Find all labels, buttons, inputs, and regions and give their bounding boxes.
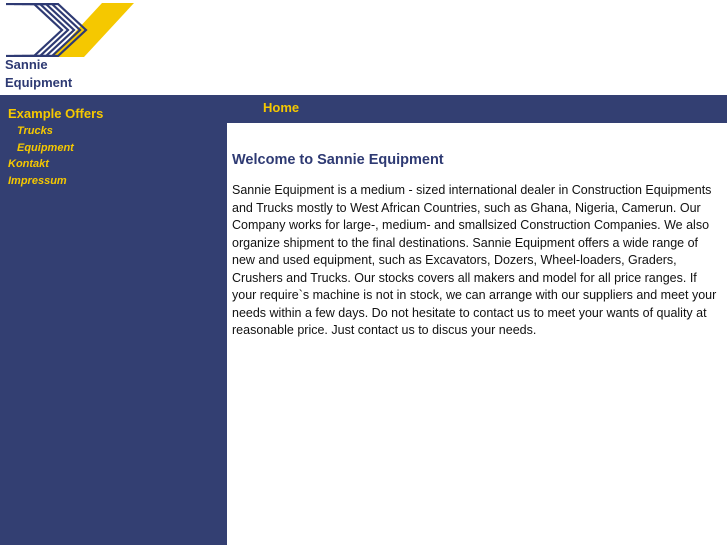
- brand-line-2: Equipment: [5, 75, 73, 90]
- page-header: [0, 0, 727, 95]
- sidebar-group-example-offers[interactable]: Example Offers: [8, 106, 104, 121]
- chevron-stripes-logo-icon: [4, 3, 134, 57]
- page-title: Welcome to Sannie Equipment: [232, 152, 444, 168]
- sidebar: [0, 95, 227, 545]
- brand-line-1: Sannie: [5, 57, 48, 72]
- sidebar-item-trucks[interactable]: Trucks: [17, 125, 53, 137]
- top-navigation-bar: [227, 95, 727, 123]
- sidebar-item-kontakt[interactable]: Kontakt: [8, 158, 49, 170]
- main-content: [232, 150, 717, 340]
- brand-name: [5, 56, 72, 92]
- sidebar-item-equipment[interactable]: Equipment: [17, 141, 74, 154]
- sidebar-item-impressum[interactable]: Impressum: [8, 174, 67, 187]
- intro-paragraph: Sannie Equipment is a medium - sized international dealer in Construction Equipments and Trucks mostly to West African Countries, such as Ghana, Nigeria, Camerun. Our Company works for large-, medium- and smallsized Construction Companies. We also organize shipment to the final destinations. Sannie Equipment offers a wide range of new and used equipment, such as Excavators, Dozers, Wheel-loaders, Graders, Crushers and Trucks. Our stocks covers all makers and model for all price ranges. If your require`s machine is not in stock, we can arrange with our suppliers and meet your needs within a few days. Do not hesitate to contact us to meet your wants of quality at reasonable price. Just contact us to discus your needs.: [232, 183, 717, 337]
- home-link[interactable]: Home: [263, 100, 300, 115]
- sidebar-menu: [8, 106, 103, 189]
